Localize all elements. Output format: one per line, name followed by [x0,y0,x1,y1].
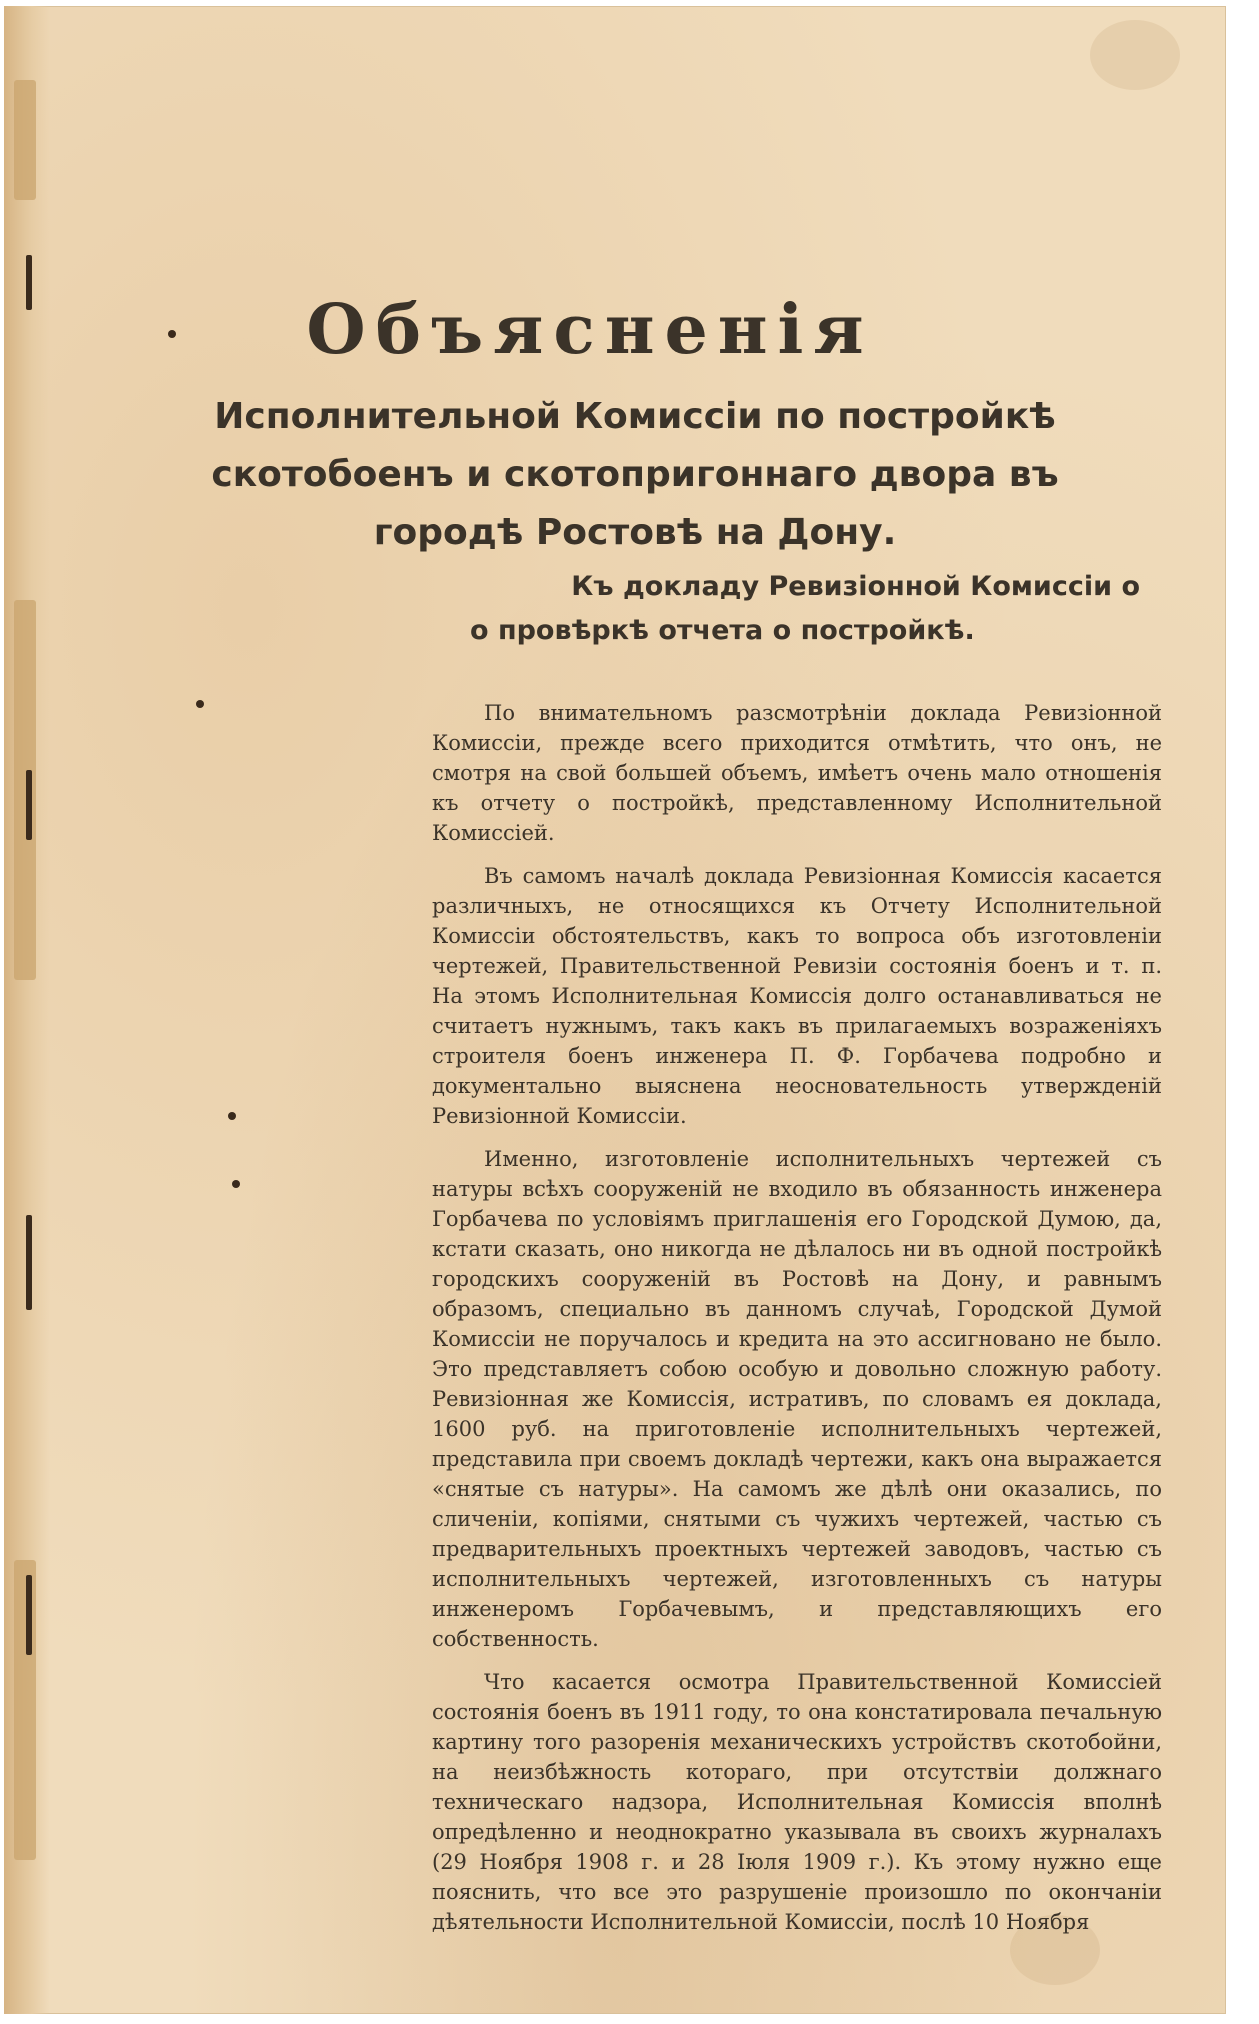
staple-mark [26,1575,32,1655]
binding-strip [14,1560,36,1860]
binding-hole [228,1112,236,1120]
section-heading [440,565,1160,653]
binding-strip [14,600,36,980]
section-heading-line: Къ докладу Ревизіонной Комиссіи о [571,571,1140,602]
binding-hole [196,700,204,708]
document-subtitle [95,388,1175,562]
stain [1090,20,1180,90]
body-paragraph: Именно, изготовленіе исполнительныхъ чертежей съ натуры всѣхъ сооруженій не входило въ обязанность инженера Горбачева по условіямъ приглашенія его Городской Думою, да, кстати сказать, оно никогда не дѣлалось ни въ одной постройкѣ городскихъ сооруженій въ Ростовѣ на Дону, и равнымъ образомъ, специально въ данномъ случаѣ, Городской Думой Комиссіи не поручалось и кредита на это ассигновано не было. Это представляетъ собою особую и довольно сложную работу. Ревизіонная же Комиссія, истративъ, по словамъ ея доклада, 1600 руб. на приготовленіе исполнительныхъ чертежей, представила при своемъ докладѣ чертежи, какъ она выражается «снятые съ натуры». На самомъ же дѣлѣ они оказались, по сличеніи, копіями, снятыми съ чужихъ чертежей, частью съ предварительныхъ проектныхъ чертежей заводовъ, частью съ исполнительныхъ чертежей, изготовленныхъ съ натуры инженеромъ Горбачевымъ, и представляющихъ его собственность. [432,1147,1162,1651]
binding-strip [14,80,36,200]
body-paragraph: Въ самомъ началѣ доклада Ревизіонная Комиссія касается различныхъ, не относящихся къ Отчету Исполнительной Комиссіи обстоятельствъ, какъ то вопроса объ изготовленіи чертежей, Правительственной Ревизіи состоянія боенъ и т. п. На этомъ Исполнительная Комиссія долго останавливаться не считаетъ нужнымъ, такъ какъ въ прилагаемыхъ возраженіяхъ строителя боенъ инженера П. Ф. Горбачева подробно и документально выяснена неосновательность утвержденій Ревизіонной Комиссіи. [432,864,1162,1128]
subtitle-line: скотобоенъ и скотопригоннаго двора въ [211,454,1059,495]
document-body [432,698,1162,1950]
section-heading-line: о провѣркѣ отчета о постройкѣ. [470,615,975,646]
staple-mark [26,770,32,840]
binding-hole [232,1180,240,1188]
body-paragraph: По внимательномъ разсмотрѣніи доклада Ревизіонной Комиссіи, прежде всего приходится отмѣтить, что онъ, не смотря на свой большей объемъ, имѣетъ очень мало отношенія къ отчету о постройкѣ, представленному Исполнительной Комиссіей. [432,701,1162,845]
subtitle-line: Исполнительной Комиссіи по постройкѣ [214,396,1056,437]
subtitle-line: городѣ Ростовѣ на Дону. [373,512,897,553]
staple-mark [26,255,32,310]
body-paragraph: Что касается осмотра Правительственной Комиссіей состоянія боенъ въ 1911 году, то она констатировала печальную картину того разоренія механическихъ устройствъ скотобойни, на неизбѣжность котораго, при отсутствіи должнаго техническаго надзора, Исполнительная Комиссія вполнѣ опредѣленно и неоднократно указывала въ своихъ журналахъ (29 Ноября 1908 г. и 28 Іюля 1909 г.). Къ этому нужно еще пояснить, что все это разрушеніе произошло по окончаніи дѣятельности Исполнительной Комиссіи, послѣ 10 Ноября [432,1670,1162,1934]
document-title: Объясненія [306,290,874,370]
staple-mark [26,1215,32,1310]
